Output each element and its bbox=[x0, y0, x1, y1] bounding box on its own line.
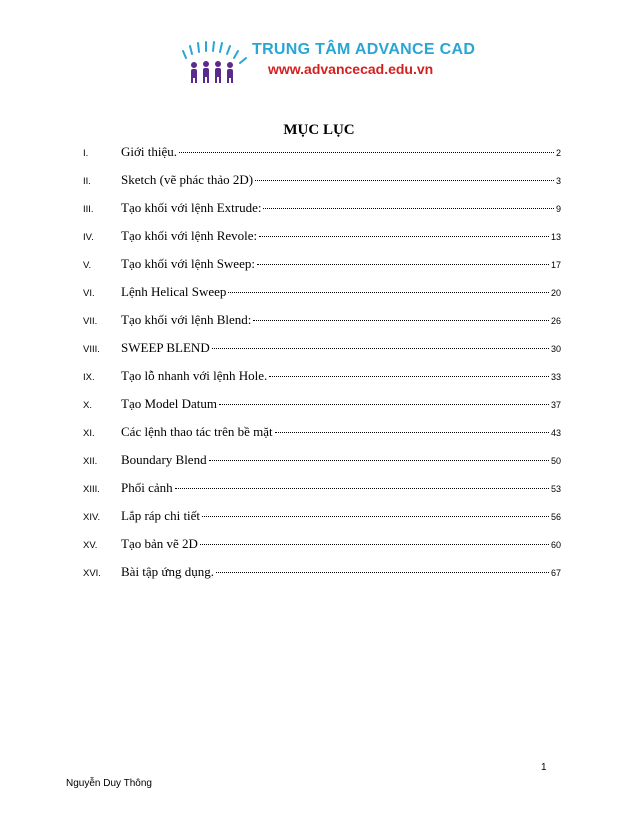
toc-entry[interactable] bbox=[83, 169, 561, 197]
toc-leader-dots bbox=[219, 404, 549, 405]
toc-entry-page[interactable]: 2 bbox=[555, 148, 561, 158]
toc-entry[interactable] bbox=[83, 309, 561, 337]
toc-entry-number: XII. bbox=[83, 456, 98, 467]
toc-entry-title[interactable]: Giới thiệu. bbox=[121, 144, 177, 159]
toc-leader-dots bbox=[259, 236, 549, 237]
toc-entry[interactable] bbox=[83, 253, 561, 281]
toc-entry-title[interactable]: Sketch (vẽ phác thảo 2D) bbox=[121, 172, 254, 187]
toc-entry[interactable] bbox=[83, 505, 561, 533]
toc-entry[interactable] bbox=[83, 477, 561, 505]
toc-entry-number: XV. bbox=[83, 540, 98, 551]
table-of-contents bbox=[83, 141, 561, 589]
toc-entry-page[interactable]: 56 bbox=[550, 512, 561, 522]
toc-leader-dots bbox=[212, 348, 549, 349]
toc-entry-page[interactable]: 30 bbox=[550, 344, 561, 354]
toc-entry-page[interactable]: 43 bbox=[550, 428, 561, 438]
toc-entry-title[interactable]: Tạo khối với lệnh Revole: bbox=[121, 228, 258, 243]
toc-title: MỤC LỤC bbox=[283, 122, 355, 138]
toc-entry[interactable] bbox=[83, 561, 561, 589]
toc-entry-title[interactable]: Bài tập ứng dụng. bbox=[121, 564, 214, 579]
toc-entry-title[interactable]: Các lệnh thao tác trên bề mặt bbox=[121, 424, 273, 439]
toc-entry-number: I. bbox=[83, 148, 89, 159]
toc-entry-title[interactable]: Phối cảnh bbox=[121, 480, 173, 495]
toc-entry[interactable] bbox=[83, 281, 561, 309]
toc-entry-page[interactable]: 67 bbox=[550, 568, 561, 578]
toc-entry[interactable] bbox=[83, 393, 561, 421]
toc-entry-number: III. bbox=[83, 204, 94, 215]
toc-entry-title[interactable]: Tạo bản vẽ 2D bbox=[121, 536, 198, 551]
toc-entry-number: XI. bbox=[83, 428, 95, 439]
toc-entry-title[interactable]: Tạo khối với lệnh Extrude: bbox=[121, 200, 262, 215]
brand-name: TRUNG TÂM ADVANCE CAD bbox=[252, 41, 476, 58]
toc-entry-number: IX. bbox=[83, 372, 95, 383]
toc-leader-dots bbox=[269, 376, 549, 377]
toc-leader-dots bbox=[228, 292, 549, 293]
toc-leader-dots bbox=[200, 544, 549, 545]
toc-entry-number: XVI. bbox=[83, 568, 101, 579]
toc-entry-page[interactable]: 37 bbox=[550, 400, 561, 410]
toc-leader-dots bbox=[175, 488, 549, 489]
toc-leader-dots bbox=[209, 460, 549, 461]
toc-leader-dots bbox=[202, 516, 549, 517]
logo-emblem-icon bbox=[180, 38, 250, 88]
logo bbox=[180, 38, 476, 88]
toc-entry-title[interactable]: Tạo khối với lệnh Blend: bbox=[121, 312, 252, 327]
toc-entry-number: XIV. bbox=[83, 512, 101, 523]
page-number: 1 bbox=[541, 762, 547, 773]
toc-leader-dots bbox=[216, 572, 549, 573]
toc-entry[interactable] bbox=[83, 533, 561, 561]
toc-leader-dots bbox=[253, 320, 549, 321]
toc-entry[interactable] bbox=[83, 337, 561, 365]
toc-entry-number: IV. bbox=[83, 232, 94, 243]
toc-entry-page[interactable]: 13 bbox=[550, 232, 561, 242]
toc-entry[interactable] bbox=[83, 141, 561, 169]
toc-entry-number: VI. bbox=[83, 288, 95, 299]
toc-entry-title[interactable]: Tạo lỗ nhanh với lệnh Hole. bbox=[121, 368, 268, 383]
toc-leader-dots bbox=[263, 208, 554, 209]
toc-entry-title[interactable]: Lắp ráp chi tiết bbox=[121, 508, 201, 523]
toc-leader-dots bbox=[257, 264, 549, 265]
website-url[interactable]: www.advancecad.edu.vn bbox=[268, 61, 434, 77]
toc-entry-page[interactable]: 50 bbox=[550, 456, 561, 466]
toc-entry-page[interactable]: 20 bbox=[550, 288, 561, 298]
toc-entry[interactable] bbox=[83, 421, 561, 449]
author-name: Nguyễn Duy Thông bbox=[66, 778, 152, 789]
toc-entry-page[interactable]: 17 bbox=[550, 260, 561, 270]
toc-entry-number: VII. bbox=[83, 316, 98, 327]
toc-entry[interactable] bbox=[83, 225, 561, 253]
toc-entry-page[interactable]: 9 bbox=[555, 204, 561, 214]
toc-entry-page[interactable]: 53 bbox=[550, 484, 561, 494]
toc-entry-page[interactable]: 3 bbox=[555, 176, 561, 186]
toc-entry-title[interactable]: Boundary Blend bbox=[121, 452, 207, 467]
toc-entry-number: V. bbox=[83, 260, 92, 271]
toc-entry-number: VIII. bbox=[83, 344, 100, 355]
toc-leader-dots bbox=[179, 152, 554, 153]
toc-entry-number: X. bbox=[83, 400, 92, 411]
toc-entry-title[interactable]: Tạo khối với lệnh Sweep: bbox=[121, 256, 255, 271]
toc-entry[interactable] bbox=[83, 197, 561, 225]
toc-leader-dots bbox=[255, 180, 554, 181]
toc-entry-title[interactable]: Tạo Model Datum bbox=[121, 396, 218, 411]
toc-entry-title[interactable]: Lệnh Helical Sweep bbox=[121, 284, 227, 299]
toc-entry[interactable] bbox=[83, 365, 561, 393]
toc-entry[interactable] bbox=[83, 449, 561, 477]
toc-entry-page[interactable]: 60 bbox=[550, 540, 561, 550]
toc-entry-page[interactable]: 26 bbox=[550, 316, 561, 326]
toc-entry-title[interactable]: SWEEP BLEND bbox=[121, 340, 210, 355]
toc-entry-page[interactable]: 33 bbox=[550, 372, 561, 382]
toc-entry-number: II. bbox=[83, 176, 91, 187]
toc-entry-number: XIII. bbox=[83, 484, 100, 495]
toc-leader-dots bbox=[275, 432, 549, 433]
